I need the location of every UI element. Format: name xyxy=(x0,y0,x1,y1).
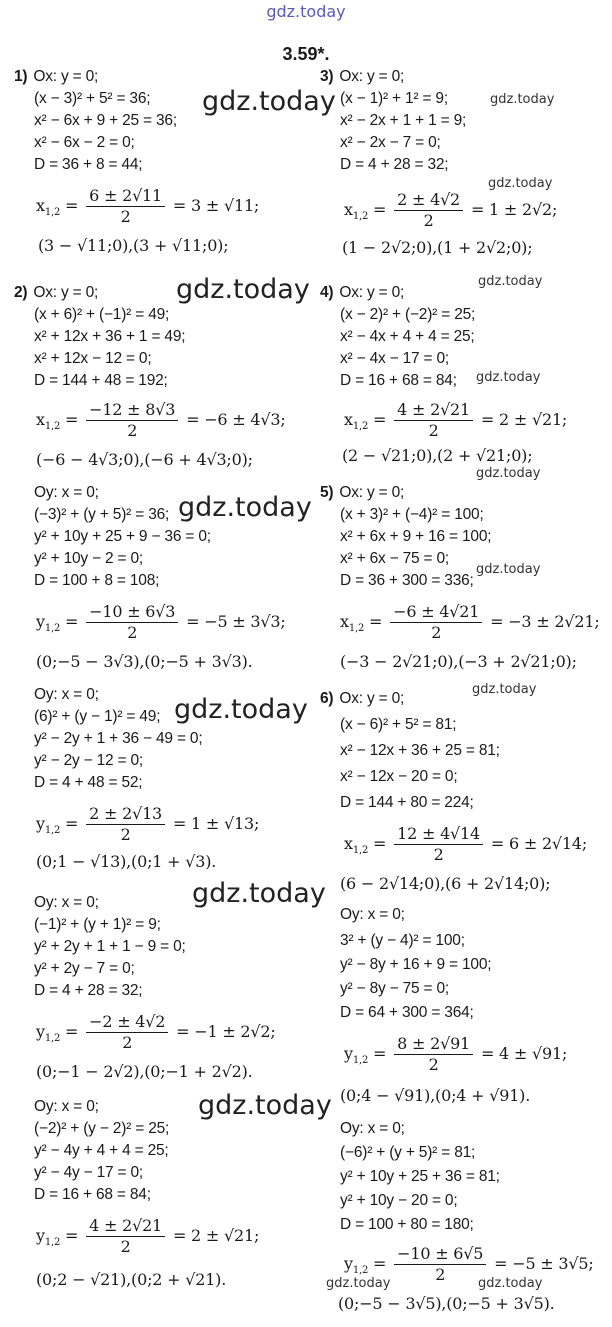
line: 6) Ox: y = 0; xyxy=(320,690,405,707)
line: (x − 2)² + (−2)² = 25; xyxy=(340,306,476,323)
line: x² − 4x − 17 = 0; xyxy=(340,350,450,367)
line: y² + 10y + 25 + 36 = 81; xyxy=(340,1168,500,1185)
problem-number: 4) xyxy=(320,284,334,301)
line: y² − 4y − 17 = 0; xyxy=(34,1164,144,1181)
intersection-points: (2 − √21;0),(2 + √21;0); xyxy=(342,446,533,465)
line: Oy: x = 0; xyxy=(34,686,99,703)
line: x² − 12x − 20 = 0; xyxy=(340,768,458,785)
line: y² − 2y − 12 = 0; xyxy=(34,752,144,769)
root-formula: $y_{1,2}$ = $\frac{8 \pm 2√91}{2}$ = 4 ± √91; xyxy=(344,1034,568,1074)
line: D = 16 + 68 = 84; xyxy=(34,1186,151,1203)
line: x² − 4x + 4 + 4 = 25; xyxy=(340,328,475,345)
header-watermark: gdz.today xyxy=(266,2,346,21)
line: Oy: x = 0; xyxy=(340,1120,405,1137)
watermark: gdz.today xyxy=(326,1276,391,1291)
line: x² − 6x + 9 + 25 = 36; xyxy=(34,112,177,129)
line: x² − 2x + 1 + 1 = 9; xyxy=(340,112,467,129)
root-formula: $x_{1,2}$ = $\frac{2 \pm 4√2}{2}$ = 1 ± 2√2; xyxy=(344,190,558,230)
line: x² + 6x + 9 + 16 = 100; xyxy=(340,528,492,545)
line: y² − 4y + 4 + 4 = 25; xyxy=(34,1142,169,1159)
intersection-points: (0;−5 − 3√3),(0;−5 + 3√3). xyxy=(36,652,253,671)
line: 2) Ox: y = 0; xyxy=(14,284,99,301)
watermark: gdz.today xyxy=(476,562,541,577)
watermark: gdz.today xyxy=(478,274,543,289)
line: (−6)² + (y + 5)² = 81; xyxy=(340,1144,476,1161)
intersection-points: (0;2 − √21),(0;2 + √21). xyxy=(36,1270,227,1289)
root-formula: $y_{1,2}$ = $\frac{2 \pm 2√13}{2}$ = 1 ± √13; xyxy=(36,804,260,844)
line: y² + 2y + 1 + 1 − 9 = 0; xyxy=(34,938,186,955)
line: (x + 3)² + (−4)² = 100; xyxy=(340,506,484,523)
line: (x + 6)² + (−1)² = 49; xyxy=(34,306,170,323)
line: x² − 12x + 36 + 25 = 81; xyxy=(340,742,500,759)
problem-number: 2) xyxy=(14,284,28,301)
intersection-points: (−6 − 4√3;0),(−6 + 4√3;0); xyxy=(36,450,253,469)
root-formula: $y_{1,2}$ = $\frac{-10 \pm 6√3}{2}$ = −5 ± 3√3; xyxy=(36,602,286,642)
line: D = 36 + 300 = 336; xyxy=(340,572,474,589)
line: D = 4 + 28 = 32; xyxy=(34,982,143,999)
line: (x − 1)² + 1² = 9; xyxy=(340,90,448,107)
line: y² + 2y − 7 = 0; xyxy=(34,960,135,977)
line: D = 100 + 80 = 180; xyxy=(340,1216,474,1233)
line: D = 144 + 80 = 224; xyxy=(340,794,474,811)
line: (6)² + (y − 1)² = 49; xyxy=(34,708,161,725)
line: y² + 10y − 20 = 0; xyxy=(340,1192,458,1209)
intersection-points: (3 − √11;0),(3 + √11;0); xyxy=(38,236,229,255)
root-formula: $x_{1,2}$ = $\frac{-12 \pm 8√3}{2}$ = −6 ± 4√3; xyxy=(36,400,286,440)
line: D = 4 + 48 = 52; xyxy=(34,774,143,791)
intersection-points: (1 − 2√2;0),(1 + 2√2;0); xyxy=(342,238,533,257)
line: D = 64 + 300 = 364; xyxy=(340,1004,474,1021)
root-formula: $x_{1,2}$ = $\frac{4 \pm 2√21}{2}$ = 2 ± √21; xyxy=(344,400,568,440)
watermark: gdz.today xyxy=(478,1276,543,1291)
line: 3² + (y − 4)² = 100; xyxy=(340,932,465,949)
line: (x − 3)² + 5² = 36; xyxy=(34,90,151,107)
line: y² + 10y − 2 = 0; xyxy=(34,550,144,567)
line: x² + 12x − 12 = 0; xyxy=(34,350,152,367)
line: (−1)² + (y + 1)² = 9; xyxy=(34,916,161,933)
line: 1) Ox: y = 0; xyxy=(14,68,99,85)
watermark: gdz.today xyxy=(176,274,310,305)
line: (−3)² + (y + 5)² = 36; xyxy=(34,506,170,523)
watermark: gdz.today xyxy=(192,878,326,909)
root-formula: $x_{1,2}$ = $\frac{-6 \pm 4√21}{2}$ = −3 ± 2√21; xyxy=(340,602,600,642)
line: D = 36 + 8 = 44; xyxy=(34,156,143,173)
line: 5) Ox: y = 0; xyxy=(320,484,405,501)
line: Oy: x = 0; xyxy=(340,906,405,923)
exercise-title: 3.59*. xyxy=(282,44,330,64)
line: x² − 6x − 2 = 0; xyxy=(34,134,135,151)
problem-number: 1) xyxy=(14,68,28,85)
line: x² + 12x + 36 + 1 = 49; xyxy=(34,328,186,345)
line: x² − 2x − 7 = 0; xyxy=(340,134,441,151)
line: y² − 8y + 16 + 9 = 100; xyxy=(340,956,492,973)
line: D = 100 + 8 = 108; xyxy=(34,572,160,589)
line: Oy: x = 0; xyxy=(34,484,99,501)
watermark: gdz.today xyxy=(490,92,555,107)
watermark: gdz.today xyxy=(198,1090,332,1121)
intersection-points: (0;−5 − 3√5),(0;−5 + 3√5). xyxy=(338,1294,555,1313)
intersection-points: (0;−1 − 2√2),(0;−1 + 2√2). xyxy=(36,1062,253,1081)
problem-number: 5) xyxy=(320,484,334,501)
root-formula: $x_{1,2}$ = $\frac{12 \pm 4√14}{2}$ = 6 ± 2√14; xyxy=(344,824,588,864)
root-formula: $y_{1,2}$ = $\frac{-2 \pm 4√2}{2}$ = −1 ± 2√2; xyxy=(36,1012,276,1052)
watermark: gdz.today xyxy=(488,176,553,191)
line: x² + 6x − 75 = 0; xyxy=(340,550,450,567)
watermark: gdz.today xyxy=(178,492,312,523)
line: Oy: x = 0; xyxy=(34,1098,99,1115)
problem-number: 3) xyxy=(320,68,334,85)
line: 3) Ox: y = 0; xyxy=(320,68,405,85)
problem-number: 6) xyxy=(320,690,334,707)
line: (−2)² + (y − 2)² = 25; xyxy=(34,1120,170,1137)
intersection-points: (0;1 − √13),(0;1 + √3). xyxy=(36,852,217,871)
line: Oy: x = 0; xyxy=(34,894,99,911)
watermark: gdz.today xyxy=(476,466,541,481)
line: 4) Ox: y = 0; xyxy=(320,284,405,301)
watermark: gdz.today xyxy=(174,694,308,725)
watermark: gdz.today xyxy=(472,682,537,697)
line: y² + 10y + 25 + 9 − 36 = 0; xyxy=(34,528,211,545)
root-formula: $y_{1,2}$ = $\frac{4 \pm 2√21}{2}$ = 2 ± √21; xyxy=(36,1216,260,1256)
line: y² − 2y + 1 + 36 − 49 = 0; xyxy=(34,730,203,747)
intersection-points: (6 − 2√14;0),(6 + 2√14;0); xyxy=(340,874,551,893)
line: D = 4 + 28 = 32; xyxy=(340,156,449,173)
root-formula: $y_{1,2}$ = $\frac{-10 \pm 6√5}{2}$ = −5 ± 3√5; xyxy=(344,1244,594,1284)
intersection-points: (−3 − 2√21;0),(−3 + 2√21;0); xyxy=(340,652,577,671)
intersection-points: (0;4 − √91),(0;4 + √91). xyxy=(340,1086,531,1105)
root-formula: $x_{1,2}$ = $\frac{6 \pm 2√11}{2}$ = 3 ± √11; xyxy=(36,186,260,226)
watermark: gdz.today xyxy=(476,370,541,385)
line: D = 144 + 48 = 192; xyxy=(34,372,168,389)
line: (x − 6)² + 5² = 81; xyxy=(340,716,457,733)
line: D = 16 + 68 = 84; xyxy=(340,372,457,389)
watermark: gdz.today xyxy=(202,86,336,117)
line: y² − 8y − 75 = 0; xyxy=(340,980,450,997)
